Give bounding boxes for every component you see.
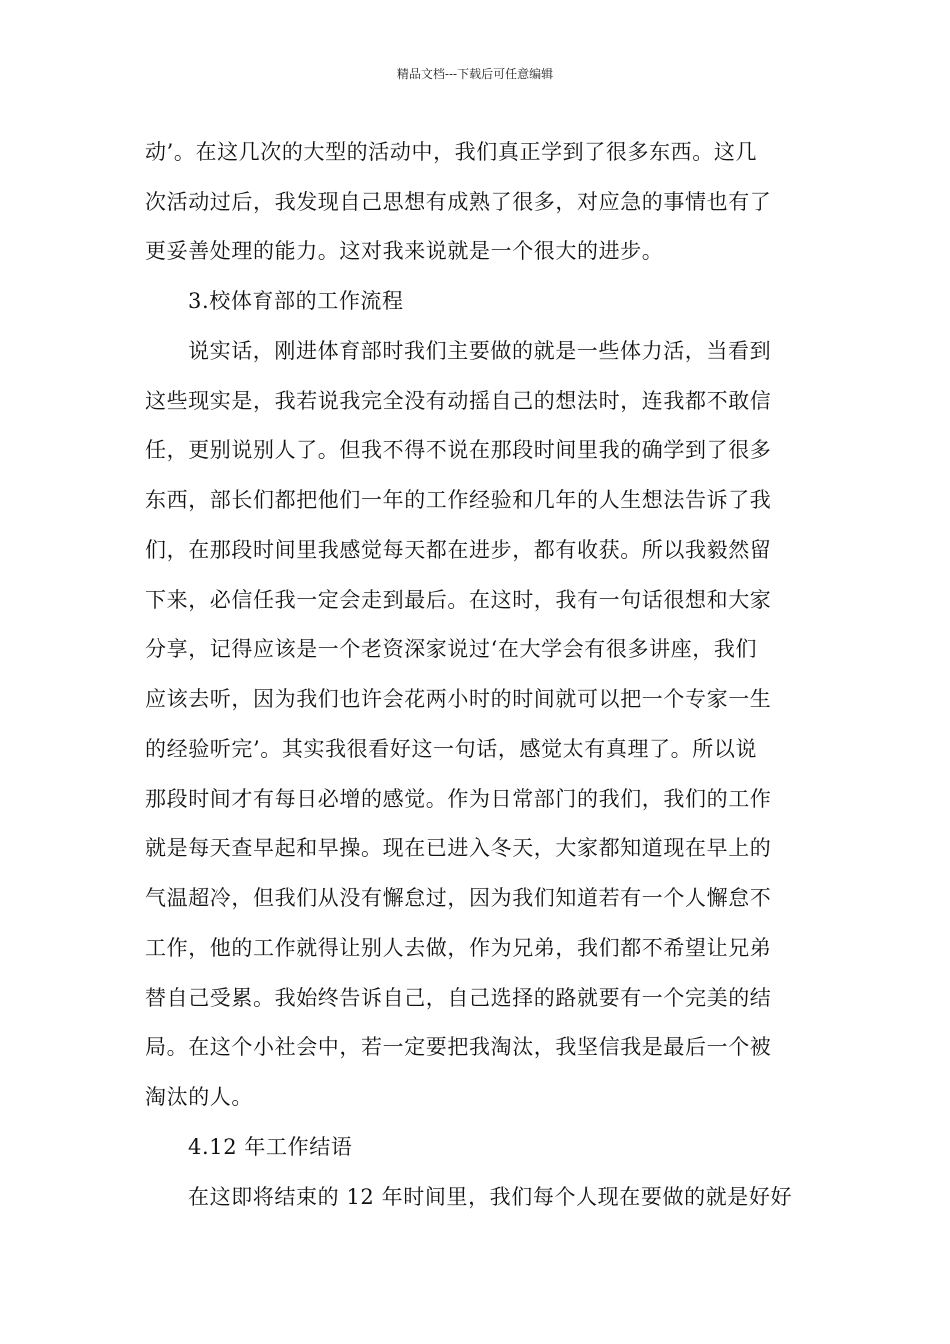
body-line-22: 在这即将结束的 12 年时间里，我们每个人现在要做的就是好好 [188,1185,793,1209]
page-header: 精品文档---下载后可任意编辑 [396,67,554,81]
body-line-13: 的经验听完’。其实我很看好这一句话，感觉太有真理了。所以说 [145,737,758,761]
body-line-3: 更妥善处理的能力。这对我来说就是一个很大的进步。 [145,239,664,263]
body-line-16: 气温超冷，但我们从没有懈怠过，因为我们知道若有一个人懈怠不 [145,886,772,910]
section-heading-3: 3.校体育部的工作流程 [188,289,404,313]
body-line-8: 东西，部长们都把他们一年的工作经验和几年的人生想法告诉了我 [145,488,772,512]
body-line-17: 工作，他的工作就得让别人去做，作为兄弟，我们都不希望让兄弟 [145,936,772,960]
paragraph-first-line: 说实话，刚进体育部时我们主要做的就是一些体力活，当看到 [188,339,772,363]
body-line-10: 下来，必信任我一定会走到最后。在这时，我有一句话很想和大家 [145,588,772,612]
body-line-20: 淘汰的人。 [145,1085,253,1109]
body-line-6: 这些现实是，我若说我完全没有动摇自己的想法时，连我都不敢信 [145,389,772,413]
body-line-1: 动’。在这几次的大型的活动中，我们真正学到了很多东西。这几 [145,140,758,164]
body-line-7: 任，更别说别人了。但我不得不说在那段时间里我的确学到了很多 [145,438,772,462]
body-line-9: 们，在那段时间里我感觉每天都在进步，都有收获。所以我毅然留 [145,538,772,562]
body-line-2: 次活动过后，我发现自己思想有成熟了很多，对应急的事情也有了 [145,190,772,214]
body-line-12: 应该去听，因为我们也许会花两小时的时间就可以把一个专家一生 [145,687,772,711]
body-line-15: 就是每天查早起和早操。现在已进入冬天，大家都知道现在早上的 [145,836,772,860]
body-line-11: 分享，记得应该是一个老资深家说过‘在大学会有很多讲座，我们 [145,637,758,661]
body-line-19: 局。在这个小社会中，若一定要把我淘汰，我坚信我是最后一个被 [145,1035,772,1059]
body-line-14: 那段时间才有每日必增的感觉。作为日常部门的我们，我们的工作 [145,787,772,811]
body-line-18: 替自己受累。我始终告诉自己，自己选择的路就要有一个完美的结 [145,986,772,1010]
section-heading-4: 4.12 年工作结语 [188,1135,353,1159]
